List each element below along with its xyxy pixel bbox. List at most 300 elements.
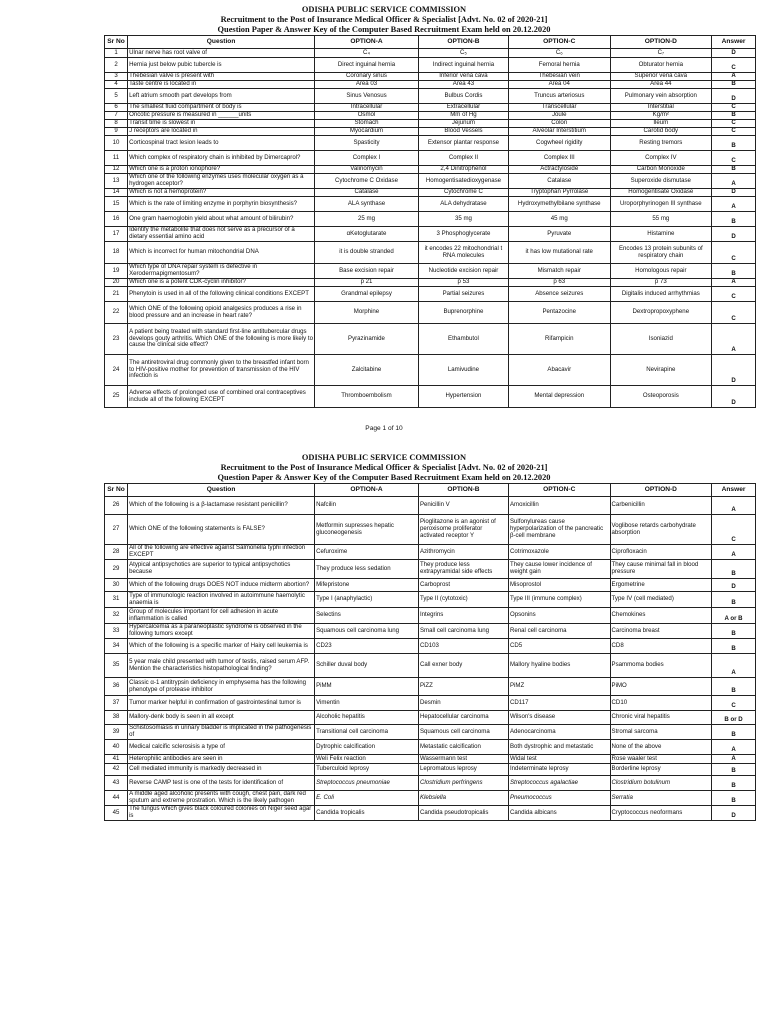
- question-cell: Ulnar nerve has root valve of: [128, 49, 315, 58]
- option-d-cell: Resting tremors: [610, 136, 712, 151]
- sr-cell: 22: [105, 302, 128, 324]
- option-b-cell: Area 43: [418, 81, 508, 89]
- question-cell: Which ONE of the following statements is FALSE?: [128, 515, 315, 545]
- sr-cell: 19: [105, 264, 128, 279]
- option-b-cell: Call exner body: [418, 654, 508, 678]
- table-row: [105, 560, 756, 579]
- table-row: [105, 755, 756, 764]
- question-cell: Medical calcific sclerosisis a type of: [128, 740, 315, 755]
- question-cell: Heterophilic antibodies are seen in: [128, 755, 315, 764]
- option-b-cell: Blood Vessels: [418, 128, 508, 136]
- option-b-cell: Wassermann test: [418, 755, 508, 764]
- answer-cell: D: [712, 355, 756, 386]
- sr-cell: 34: [105, 639, 128, 654]
- sr-cell: 13: [105, 174, 128, 189]
- question-cell: Which one of the following enzymes uses molecular oxygen as a hydrogen acceptor?: [128, 174, 315, 189]
- answer-cell: C: [712, 287, 756, 302]
- option-d-cell: Chemokines: [610, 608, 712, 624]
- question-cell: Tumor marker helpful in confirmation of gastrointestinal tumor is: [128, 696, 315, 711]
- sr-cell: 10: [105, 136, 128, 151]
- question-cell: J receptors are located in: [128, 128, 315, 136]
- question-cell: Which one is a potent CDK-cyclin inhibitor?: [128, 279, 315, 287]
- option-d-cell: Stromal sarcoma: [610, 725, 712, 740]
- answer-cell: C: [712, 128, 756, 136]
- answer-cell: C: [712, 515, 756, 545]
- option-a-cell: Osmol: [315, 112, 419, 120]
- option-c-cell: p 63: [508, 279, 610, 287]
- option-c-cell: Indeterminate leprosy: [508, 764, 610, 776]
- option-c-cell: Misoprostol: [508, 579, 610, 592]
- col-header-option-b: OPTION-B: [418, 484, 508, 497]
- option-d-cell: Rose waaler test: [610, 755, 712, 764]
- option-d-cell: Uroporphyrinogen III synthase: [610, 197, 712, 212]
- header-commission-2: ODISHA PUBLIC SERVICE COMMISSION: [301, 453, 467, 462]
- answer-cell: B: [712, 136, 756, 151]
- table-row: [105, 89, 756, 104]
- option-a-cell: ALA synthase: [315, 197, 419, 212]
- table-row: [105, 81, 756, 89]
- sr-cell: 21: [105, 287, 128, 302]
- option-a-cell: CD23: [315, 639, 419, 654]
- option-c-cell: Cotrimoxazole: [508, 545, 610, 560]
- option-c-cell: Actractyloside: [508, 166, 610, 174]
- question-cell: 5 year male child presented with tumor of testis, raised serum AFP. Mention the characteristics histopathological finding?: [128, 654, 315, 678]
- table-row: [105, 324, 756, 355]
- option-a-cell: Myocardium: [315, 128, 419, 136]
- header-recruitment: Recruitment to the Post of Insurance Medical Officer & Specialist [Advt. No. 02 of 2020-21]: [220, 15, 548, 24]
- col-header-option-a: OPTION-A: [315, 36, 419, 49]
- answer-cell: B: [712, 166, 756, 174]
- option-b-cell: Homogentisatedioxygenase: [418, 174, 508, 189]
- option-a-cell: PiMM: [315, 678, 419, 696]
- option-a-cell: Morphine: [315, 302, 419, 324]
- option-c-cell: Widal test: [508, 755, 610, 764]
- option-c-cell: C₆: [508, 49, 610, 58]
- table-row: [105, 104, 756, 112]
- answer-cell: A: [712, 73, 756, 81]
- sr-cell: 37: [105, 696, 128, 711]
- answer-cell: A: [712, 740, 756, 755]
- option-a-cell: Cytochrome C Oxidase: [315, 174, 419, 189]
- table-row: [105, 302, 756, 324]
- option-b-cell: Extracellular: [418, 104, 508, 112]
- answer-cell: B: [712, 678, 756, 696]
- col-header-option-c: OPTION-C: [508, 484, 610, 497]
- option-b-cell: Lamivudine: [418, 355, 508, 386]
- option-b-cell: Ethambutol: [418, 324, 508, 355]
- option-a-cell: Complex I: [315, 151, 419, 166]
- option-c-cell: Streptococcus agalactiae: [508, 776, 610, 791]
- sr-cell: 39: [105, 725, 128, 740]
- col-header-question: Question: [128, 484, 315, 497]
- sr-cell: 20: [105, 279, 128, 287]
- option-c-cell: Complex III: [508, 151, 610, 166]
- col-header-srno: Sr No: [105, 484, 128, 497]
- table-row: [105, 776, 756, 791]
- option-c-cell: Cogwheel rigidity: [508, 136, 610, 151]
- answer-cell: B: [712, 212, 756, 227]
- answer-cell: A: [712, 279, 756, 287]
- table-row: [105, 58, 756, 73]
- question-cell: Left atrium smooth part develops from: [128, 89, 315, 104]
- question-cell: Group of molecules important for cell adhesion in acute inflammation is called: [128, 608, 315, 624]
- table-row: [105, 151, 756, 166]
- table-row: [105, 654, 756, 678]
- option-b-cell: Integrins: [418, 608, 508, 624]
- option-c-cell: Candida albicans: [508, 806, 610, 821]
- option-b-cell: Squamous cell carcinoma: [418, 725, 508, 740]
- option-b-cell: PiZZ: [418, 678, 508, 696]
- question-cell: A middle aged alcoholic presents with cough, chest pain, dark red sputum and extreme prostration. Which is the likely pathogen: [128, 791, 315, 806]
- table-row: [105, 791, 756, 806]
- option-d-cell: CD10: [610, 696, 712, 711]
- option-a-cell: 25 mg: [315, 212, 419, 227]
- option-b-cell: it encodes 22 mitochondrial t RNA molecules: [418, 242, 508, 264]
- question-cell: Which of the following is a specific marker of Hairy cell leukemia is: [128, 639, 315, 654]
- option-c-cell: Absence seizures: [508, 287, 610, 302]
- option-b-cell: Penicillin V: [418, 497, 508, 515]
- question-cell: Adverse effects of prolonged use of combined oral contraceptives include all of the following EXCEPT: [128, 386, 315, 408]
- sr-cell: 14: [105, 189, 128, 197]
- sr-cell: 5: [105, 89, 128, 104]
- option-a-cell: Squamous cell carcinoma lung: [315, 624, 419, 639]
- answer-cell: C: [712, 302, 756, 324]
- option-b-cell: Desmin: [418, 696, 508, 711]
- answer-cell: A or B: [712, 608, 756, 624]
- question-cell: Reverse CAMP test is one of the tests for identification of: [128, 776, 315, 791]
- question-cell: Atypical antipsychotics are superior to typical antipsychotics because: [128, 560, 315, 579]
- option-a-cell: Metformin supresses hepatic gluconeogenesis: [315, 515, 419, 545]
- option-b-cell: They produce less extrapyramidal side effects: [418, 560, 508, 579]
- option-c-cell: Rifampicin: [508, 324, 610, 355]
- sr-cell: 41: [105, 755, 128, 764]
- sr-cell: 1: [105, 49, 128, 58]
- option-d-cell: C₇: [610, 49, 712, 58]
- page-number: Page 1 of 10: [365, 425, 403, 432]
- option-a-cell: Nafcilin: [315, 497, 419, 515]
- table-row: [105, 136, 756, 151]
- option-d-cell: Digitalis induced arrhythmias: [610, 287, 712, 302]
- question-cell: Mallory-denk body is seen in all except: [128, 711, 315, 725]
- option-d-cell: Borderline leprosy: [610, 764, 712, 776]
- option-c-cell: Abacavir: [508, 355, 610, 386]
- answer-cell: C: [712, 120, 756, 128]
- option-a-cell: Grandmal epilepsy: [315, 287, 419, 302]
- option-c-cell: Hydroxymethylbilane synthase: [508, 197, 610, 212]
- table-row: [105, 166, 756, 174]
- option-d-cell: Type IV (cell mediated): [610, 592, 712, 608]
- option-d-cell: PiMO: [610, 678, 712, 696]
- option-c-cell: Pentazocine: [508, 302, 610, 324]
- option-d-cell: Osteoporosis: [610, 386, 712, 408]
- option-b-cell: Jejunum: [418, 120, 508, 128]
- sr-cell: 24: [105, 355, 128, 386]
- col-header-option-d: OPTION-D: [610, 484, 712, 497]
- sr-cell: 11: [105, 151, 128, 166]
- option-c-cell: Both dystrophic and metastatic: [508, 740, 610, 755]
- sr-cell: 29: [105, 560, 128, 579]
- option-c-cell: Adenocarcinoma: [508, 725, 610, 740]
- answer-cell: C: [712, 151, 756, 166]
- option-d-cell: Ciprofloxacin: [610, 545, 712, 560]
- sr-cell: 12: [105, 166, 128, 174]
- option-c-cell: Tryptophan Pyrrolase: [508, 189, 610, 197]
- answer-cell: A: [712, 755, 756, 764]
- option-d-cell: Kg/m²: [610, 112, 712, 120]
- question-cell: One gram haemoglobin yield about what amount of bilirubin?: [128, 212, 315, 227]
- option-c-cell: 45 mg: [508, 212, 610, 227]
- option-d-cell: Ergometrine: [610, 579, 712, 592]
- answer-cell: B: [712, 592, 756, 608]
- answer-key-table-2: [104, 483, 756, 821]
- sr-cell: 42: [105, 764, 128, 776]
- option-d-cell: Obturator hernia: [610, 58, 712, 73]
- sr-cell: 32: [105, 608, 128, 624]
- option-a-cell: They produce less sedation: [315, 560, 419, 579]
- option-d-cell: Complex IV: [610, 151, 712, 166]
- option-d-cell: Carcinoma breast: [610, 624, 712, 639]
- option-b-cell: Type II (cytotoxic): [418, 592, 508, 608]
- sr-cell: 27: [105, 515, 128, 545]
- question-cell: The smallest fluid compartment of body is: [128, 104, 315, 112]
- sr-cell: 33: [105, 624, 128, 639]
- option-a-cell: Thromboembolism: [315, 386, 419, 408]
- option-d-cell: Superior vena cava: [610, 73, 712, 81]
- table-row: [105, 725, 756, 740]
- table-row: [105, 264, 756, 279]
- option-d-cell: They cause minimal fall in blood pressure: [610, 560, 712, 579]
- answer-cell: D: [712, 227, 756, 242]
- col-header-option-c: OPTION-C: [508, 36, 610, 49]
- option-a-cell: Candida tropicalis: [315, 806, 419, 821]
- table-row: [105, 242, 756, 264]
- option-a-cell: it is double stranded: [315, 242, 419, 264]
- option-d-cell: CD8: [610, 639, 712, 654]
- question-cell: Phenytoin is used in all of the following clinical conditions EXCEPT: [128, 287, 315, 302]
- answer-cell: B: [712, 725, 756, 740]
- option-b-cell: Extensor plantar response: [418, 136, 508, 151]
- option-d-cell: Ileum: [610, 120, 712, 128]
- sr-cell: 23: [105, 324, 128, 355]
- answer-key-table-1: [104, 35, 756, 408]
- option-d-cell: Nevirapine: [610, 355, 712, 386]
- answer-cell: B: [712, 264, 756, 279]
- table-row: [105, 73, 756, 81]
- question-cell: Cell mediated immunity is markedly decreased in: [128, 764, 315, 776]
- option-a-cell: Vimentin: [315, 696, 419, 711]
- option-c-cell: CD117: [508, 696, 610, 711]
- question-cell: The antiretroviral drug commonly given to the breastfed infant born to HIV-positive mother for prevention of transmission of the HIV infection is: [128, 355, 315, 386]
- document-page: [0, 5, 768, 1029]
- sr-cell: 26: [105, 497, 128, 515]
- table-row: [105, 120, 756, 128]
- col-header-answer: Answer: [712, 36, 756, 49]
- option-c-cell: Transcellular: [508, 104, 610, 112]
- table-row: [105, 279, 756, 287]
- sr-cell: 35: [105, 654, 128, 678]
- table-row: [105, 592, 756, 608]
- header-commission: ODISHA PUBLIC SERVICE COMMISSION: [301, 5, 467, 14]
- answer-cell: C: [712, 58, 756, 73]
- answer-cell: B or D: [712, 711, 756, 725]
- table-row: [105, 740, 756, 755]
- option-d-cell: Superoxide dismutase: [610, 174, 712, 189]
- question-cell: Which is the rate of limiting enzyme in porphyrin biosynthesis?: [128, 197, 315, 212]
- option-b-cell: Small cell carcinoma lung: [418, 624, 508, 639]
- answer-cell: B: [712, 624, 756, 639]
- option-a-cell: Transitional cell carcinoma: [315, 725, 419, 740]
- table-row: [105, 806, 756, 821]
- option-b-cell: 3 Phosphoglycerate: [418, 227, 508, 242]
- answer-cell: B: [712, 560, 756, 579]
- sr-cell: 25: [105, 386, 128, 408]
- question-cell: Thebesian valve is present with: [128, 73, 315, 81]
- option-c-cell: They cause lower incidence of weight gain: [508, 560, 610, 579]
- answer-cell: B: [712, 639, 756, 654]
- option-a-cell: Direct inguinal hernia: [315, 58, 419, 73]
- table-row: [105, 678, 756, 696]
- option-b-cell: Hepatocellular carcinoma: [418, 711, 508, 725]
- option-b-cell: p 53: [418, 279, 508, 287]
- option-a-cell: Cefuroxime: [315, 545, 419, 560]
- col-header-srno: Sr No: [105, 36, 128, 49]
- question-cell: Which ONE of the following opioid analgesics produces a rise in blood pressure and an increase in heart rate?: [128, 302, 315, 324]
- col-header-option-a: OPTION-A: [315, 484, 419, 497]
- sr-cell: 18: [105, 242, 128, 264]
- answer-cell: A: [712, 545, 756, 560]
- option-b-cell: Clostridium perfringens: [418, 776, 508, 791]
- answer-cell: D: [712, 89, 756, 104]
- option-a-cell: Alcoholic hepatitis: [315, 711, 419, 725]
- header-exam-2: Question Paper & Answer Key of the Computer Based Recruitment Exam held on 20.12.2020: [217, 473, 551, 482]
- option-b-cell: 35 mg: [418, 212, 508, 227]
- option-b-cell: Azithromycin: [418, 545, 508, 560]
- option-b-cell: Carboprost: [418, 579, 508, 592]
- table-row: [105, 711, 756, 725]
- question-cell: Which of the following is a β-lactamase resistant penicillin?: [128, 497, 315, 515]
- option-b-cell: Candida pseudotropicalis: [418, 806, 508, 821]
- option-a-cell: Schiller duval body: [315, 654, 419, 678]
- option-b-cell: Buprenorphine: [418, 302, 508, 324]
- answer-cell: B: [712, 112, 756, 120]
- option-d-cell: Serratia: [610, 791, 712, 806]
- option-a-cell: αKetoglutarate: [315, 227, 419, 242]
- answer-cell: C: [712, 696, 756, 711]
- option-d-cell: 55 mg: [610, 212, 712, 227]
- question-cell: Which is not a hemoprotein?: [128, 189, 315, 197]
- answer-cell: D: [712, 49, 756, 58]
- table-row: [105, 197, 756, 212]
- header-exam: Question Paper & Answer Key of the Computer Based Recruitment Exam held on 20.12.2020: [217, 25, 551, 34]
- option-c-cell: Catalase: [508, 174, 610, 189]
- option-d-cell: Dextropropoxyphene: [610, 302, 712, 324]
- sr-cell: 2: [105, 58, 128, 73]
- option-d-cell: Clostridium botulinum: [610, 776, 712, 791]
- option-b-cell: Partial seizures: [418, 287, 508, 302]
- option-c-cell: Amoxicillin: [508, 497, 610, 515]
- answer-cell: D: [712, 806, 756, 821]
- sr-cell: 4: [105, 81, 128, 89]
- option-d-cell: Carbenicillin: [610, 497, 712, 515]
- option-d-cell: Carotid body: [610, 128, 712, 136]
- question-cell: Type of immunologic reaction involved in autoimmune haemolytic anaemia is: [128, 592, 315, 608]
- option-a-cell: C₄: [315, 49, 419, 58]
- option-a-cell: Tuberculoid leprosy: [315, 764, 419, 776]
- option-c-cell: Colon: [508, 120, 610, 128]
- table-row: [105, 608, 756, 624]
- option-b-cell: Indirect inguinal hernia: [418, 58, 508, 73]
- option-c-cell: Truncus arteriosus: [508, 89, 610, 104]
- option-b-cell: Nucleotide excision repair: [418, 264, 508, 279]
- option-b-cell: Klebsiella: [418, 791, 508, 806]
- question-cell: Transit time is slowest in: [128, 120, 315, 128]
- question-cell: Oncotic pressure is measured in ______units: [128, 112, 315, 120]
- option-c-cell: Sulfonylureas cause hyperpolarization of the pancreatic β-cell membrane: [508, 515, 610, 545]
- option-c-cell: Thebesian vein: [508, 73, 610, 81]
- option-c-cell: Pyruvate: [508, 227, 610, 242]
- sr-cell: 15: [105, 197, 128, 212]
- question-cell: Schistosomiasis in urinary bladder is implicated in the pathogenesis of: [128, 725, 315, 740]
- sr-cell: 38: [105, 711, 128, 725]
- option-b-cell: Lepromatous leprosy: [418, 764, 508, 776]
- option-b-cell: Cytochrome C: [418, 189, 508, 197]
- option-d-cell: Area 44: [610, 81, 712, 89]
- answer-cell: A: [712, 174, 756, 189]
- sr-cell: 44: [105, 791, 128, 806]
- option-a-cell: Type I (anaphylactic): [315, 592, 419, 608]
- option-c-cell: Pneumococcus: [508, 791, 610, 806]
- option-d-cell: Voglibose retards carbohydrate absorption: [610, 515, 712, 545]
- option-c-cell: it has low mutational rate: [508, 242, 610, 264]
- option-a-cell: Stomach: [315, 120, 419, 128]
- option-c-cell: Wilson's disease: [508, 711, 610, 725]
- question-cell: The fungus which gives black coloured colonies on Niger seed agar is: [128, 806, 315, 821]
- answer-cell: A: [712, 197, 756, 212]
- option-b-cell: Bulbus Cordis: [418, 89, 508, 104]
- option-d-cell: Interstitial: [610, 104, 712, 112]
- answer-cell: C: [712, 242, 756, 264]
- option-c-cell: Area 04: [508, 81, 610, 89]
- question-cell: Hernia just below pubic tubercle is: [128, 58, 315, 73]
- table-row: [105, 287, 756, 302]
- option-d-cell: Encodes 13 protein subunits of respiratory chain: [610, 242, 712, 264]
- question-cell: Which of the following drugs DOES NOT induce midterm abortion?: [128, 579, 315, 592]
- question-cell: Classic α-1 antitrypsin deficiency in emphysema has the following phenotype of protease inhibitor: [128, 678, 315, 696]
- option-a-cell: Zalcitabine: [315, 355, 419, 386]
- answer-cell: D: [712, 579, 756, 592]
- option-c-cell: Mallory hyaline bodies: [508, 654, 610, 678]
- option-c-cell: Mental depression: [508, 386, 610, 408]
- question-cell: Taste centre is located in: [128, 81, 315, 89]
- table-row: [105, 112, 756, 120]
- table-header-row: [105, 484, 756, 497]
- option-b-cell: CD103: [418, 639, 508, 654]
- option-b-cell: Inferior vena cava: [418, 73, 508, 81]
- col-header-option-d: OPTION-D: [610, 36, 712, 49]
- table-row: [105, 128, 756, 136]
- question-cell: Which type of DNA repair system is defective in Xeroderrnapigmentosum?: [128, 264, 315, 279]
- table-row: [105, 174, 756, 189]
- sr-cell: 6: [105, 104, 128, 112]
- option-c-cell: Femoral hernia: [508, 58, 610, 73]
- option-d-cell: Histamine: [610, 227, 712, 242]
- option-d-cell: Isoniazid: [610, 324, 712, 355]
- option-c-cell: CD5: [508, 639, 610, 654]
- option-a-cell: Sinus Venosus: [315, 89, 419, 104]
- answer-cell: B: [712, 764, 756, 776]
- sr-cell: 16: [105, 212, 128, 227]
- option-c-cell: Mismatch repair: [508, 264, 610, 279]
